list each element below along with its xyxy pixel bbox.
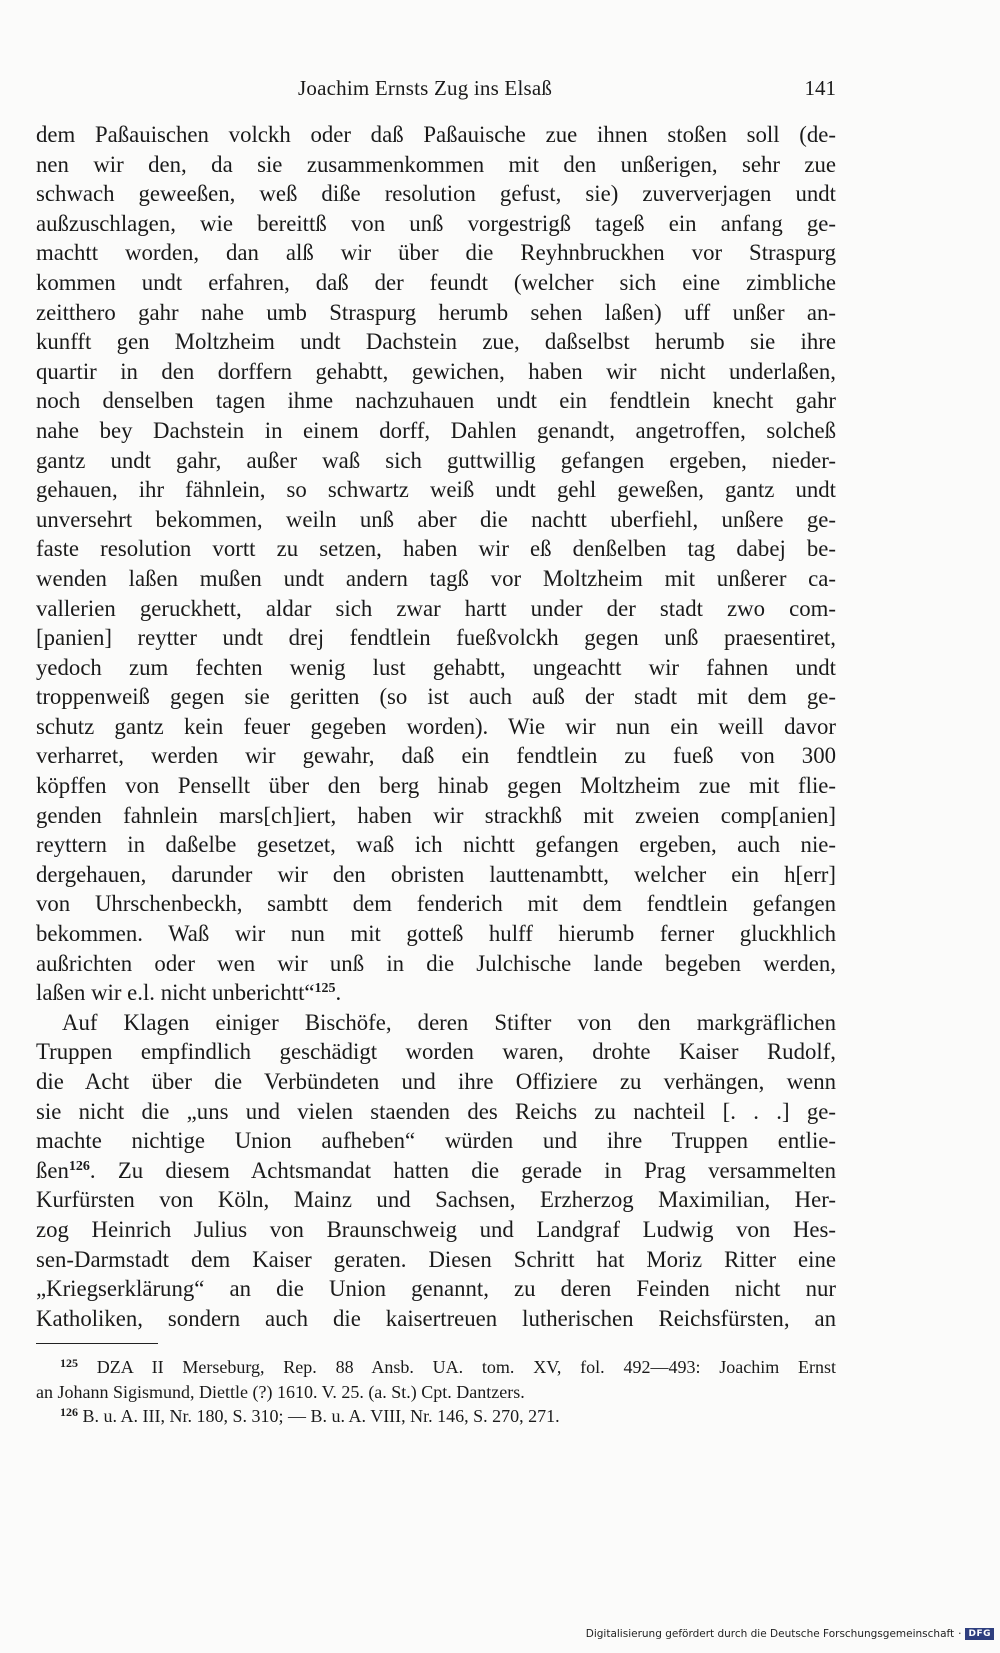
text-line: „Kriegserklärung“ an die Union genannt, zu deren Feinden nicht nur	[36, 1276, 836, 1302]
line-pre: ßen	[36, 1157, 69, 1183]
text-line: nen wir den, da sie zusammenkommen mit den unßerigen, sehr zue	[36, 151, 836, 177]
text-line: wenden laßen mußen undt andern tagß vor Moltzheim mit unßerer ca-	[36, 565, 836, 591]
text-line: genden fahnlein mars[ch]iert, haben wir strackhß mit zweien comp[anien]	[36, 802, 836, 828]
text-line-quote-end	[36, 978, 836, 1008]
text-line: kunfft gen Moltzheim undt Dachstein zue, daßselbst herumb sie ihre	[36, 329, 836, 355]
footnote-mark: 125	[60, 1356, 78, 1370]
text-line: verharret, werden wir gewahr, daß ein fendtlein zu fueß von 300	[36, 743, 836, 769]
footnote-126-line	[36, 1404, 836, 1429]
page-number: 141	[804, 76, 836, 100]
text-line: [panien] reytter undt drej fendtlein fueßvolckh gegen unß praesentiret,	[36, 625, 836, 651]
text-line: sen-Darmstadt dem Kaiser geraten. Diesen Schritt hat Moriz Ritter eine	[36, 1246, 836, 1272]
line-post: . Zu diesem Achtsmandat hatten die gerade in Prag versammelten	[89, 1157, 836, 1183]
quote-end-text: laßen wir e.l. nicht unberichtt“	[36, 980, 315, 1006]
text-line: reyttern in daßelbe gesetzet, waß ich nichtt gefangen ergeben, auch nie-	[36, 832, 836, 858]
text-line: außrichten oder wen wir unß in die Julchische lande begeben werden,	[36, 950, 836, 976]
dfg-logo: DFG	[965, 1628, 994, 1640]
text-line: Truppen empfindlich geschädigt worden waren, drohte Kaiser Rudolf,	[36, 1039, 836, 1065]
text-line: köpffen von Pensellt über den berg hinab gegen Moltzheim zue mit flie-	[36, 773, 836, 799]
text-line: Kurfürsten von Köln, Mainz und Sachsen, Erzherzog Maximilian, Her-	[36, 1187, 836, 1213]
footnote-mark: 126	[60, 1405, 78, 1419]
text-line: zeitthero gahr nahe umb Straspurg herumb sehen laßen) uff unßer an-	[36, 299, 836, 325]
text-line: schwach geweeßen, weß dißе resolution gefust, sie) zuververjagen undt	[36, 181, 836, 207]
main-text	[36, 120, 836, 1333]
text-line-footnote	[36, 1156, 836, 1186]
text-line: troppenweiß gegen sie geritten (so ist auch auß der stadt mit dem ge-	[36, 684, 836, 710]
credit-dot: ·	[958, 1628, 962, 1640]
text-line: vallerien geruckhett, aldar sich zwar hartt under der stadt zwo com-	[36, 595, 836, 621]
text-line: gehauen, ihr fähnlein, so schwartz weiß undt gehl geweßen, gantz undt	[36, 477, 836, 503]
footnotes	[36, 1355, 836, 1429]
text-line: machtt worden, dan alß wir über die Reyhnbruckhen vor Straspurg	[36, 240, 836, 266]
text-line: dergehauen, darunder wir den obristen lauttenambtt, welcher ein h[err]	[36, 861, 836, 887]
text-line: faste resolution vortt zu setzen, haben wir eß denßelben tag dabej be-	[36, 536, 836, 562]
footnote-125-line-2: an Johann Sigismund, Diettle (?) 1610. V. 25. (a. St.) Cpt. Dantzers.	[36, 1381, 525, 1402]
text-line: quartir in den dorffern gehabtt, gewichen, haben wir nicht underlaßen,	[36, 358, 836, 384]
credit-text: Digitalisierung gefördert durch die Deutsche Forschungsgemeinschaft	[585, 1628, 955, 1640]
text-line: von Uhrschenbeckh, sambtt dem fenderich mit dem fendtlein gefangen	[36, 891, 836, 917]
text-line: Katholiken, sondern auch die kaisertreuen lutherischen Reichsfürsten, an	[36, 1305, 836, 1331]
footnote-divider	[36, 1343, 158, 1344]
footnote-ref-125[interactable]: 125	[314, 981, 336, 997]
footnote-125-line	[36, 1355, 836, 1380]
quote-end-tail: .	[335, 980, 342, 1006]
text-line: sie nicht die „uns und vielen staenden des Reichs zu nachteil [. . .] ge-	[36, 1098, 836, 1124]
digitization-credit	[586, 1625, 994, 1643]
text-line: zog Heinrich Julius von Braunschweig und Landgraf Ludwig von Hes-	[36, 1216, 836, 1242]
text-line: kommen undt erfahren, daß der feundt (welcher sich eine zimbliche	[36, 269, 836, 295]
footnote-text: B. u. A. III, Nr. 180, S. 310; — B. u. A. VIII, Nr. 146, S. 270, 271.	[82, 1406, 560, 1426]
text-line: schutz gantz kein feuer gegeben worden). Wie wir nun ein weill davor	[36, 713, 836, 739]
text-line: bekommen. Waß wir nun mit gotteß hulff hierumb ferner gluckhlich	[36, 921, 836, 947]
footnote-ref-126[interactable]: 126	[68, 1158, 90, 1174]
paragraph-start-line: Auf Klagen einiger Bischöfe, deren Stifter von den markgräflichen	[62, 1009, 836, 1035]
text-line: außzuschlagen, wie bereittß von unß vorgestrigß tageß ein anfang ge-	[36, 210, 836, 236]
text-line: yedoch zum fechten wenig lust gehabtt, ungeachtt wir fahnen undt	[36, 654, 836, 680]
text-line: unversehrt bekommen, weiln unß aber die nachtt uberfiehl, unßere ge-	[36, 506, 836, 532]
text-line: noch denselben tagen ihme nachzuhauen undt ein fendtlein knecht gahr	[36, 388, 836, 414]
running-title: Joachim Ernsts Zug ins Elsaß	[298, 76, 553, 100]
text-line: die Acht über die Verbündeten und ihre Offiziere zu verhängen, wenn	[36, 1069, 836, 1094]
text-line: nahe bey Dachstein in einem dorff, Dahlen genandt, angetroffen, solcheß	[36, 417, 836, 443]
text-line: dem Paßauischen volckh oder daß Paßauische zue ihnen stoßen soll (de-	[36, 122, 836, 147]
running-header	[36, 76, 836, 106]
footnote-text: DZA II Merseburg, Rep. 88 Ansb. UA. tom. XV, fol. 492—493: Joachim Ernst	[96, 1357, 836, 1377]
text-line: gantz undt gahr, außer waß sich guttwillig gefangen ergeben, nieder-	[36, 447, 836, 473]
text-line: machte nichtige Union aufheben“ würden und ihre Truppen entlie-	[36, 1128, 836, 1154]
